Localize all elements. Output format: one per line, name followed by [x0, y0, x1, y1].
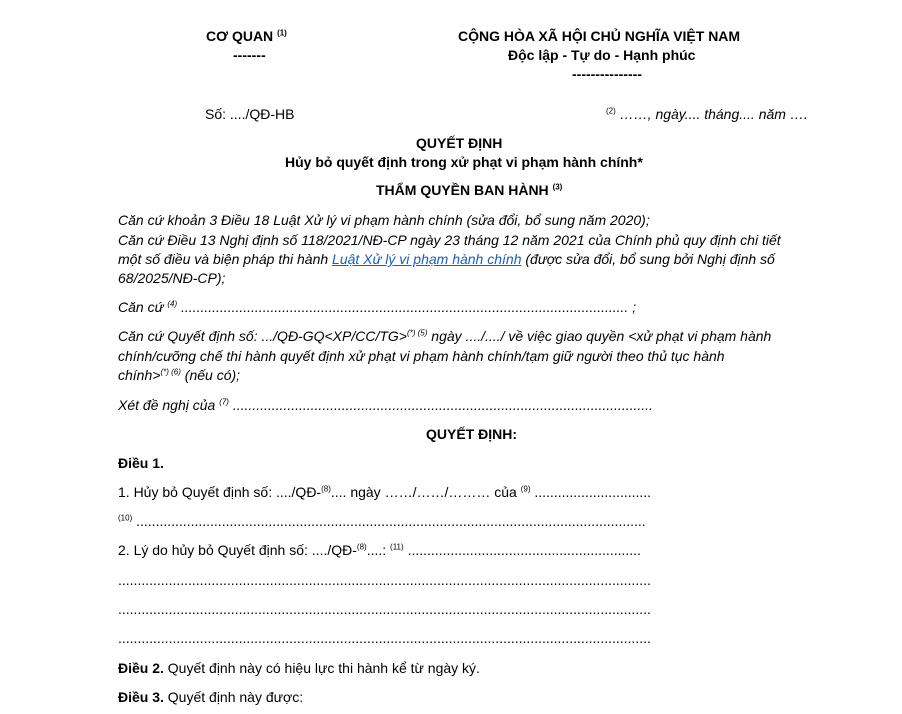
basis-decision-line-1: Căn cứ Quyết định số: .../QĐ-GQ<XP/CC/TG>$^{(*) (5)}$ ngày ..../..../ về việc giao quyền <xử phạt vi phạm hành	[118, 328, 772, 344]
nation-title: CỘNG HÒA XÃ HỘI CHỦ NGHĨA VIỆT NAM	[458, 28, 741, 44]
issuing-authority: THẨM QUYỀN BAN HÀNH $^{(3)}$	[376, 182, 563, 198]
article-1-label: Điều 1.	[118, 455, 164, 471]
decision-heading: QUYẾT ĐỊNH:	[426, 426, 517, 442]
basis-decision-line-2: chính/cưỡng chế thi hành quyết định xử phạt vi phạm hành chính/tạm giữ người theo thủ tục hành	[118, 348, 725, 364]
basis-line-1: Căn cứ khoản 3 Điều 18 Luật Xử lý vi phạm hành chính (sửa đổi, bổ sung năm 2020);	[118, 212, 650, 228]
law-link[interactable]: Luật Xử lý vi phạm hành chính	[332, 251, 522, 267]
basis-line-4: 68/2025/NĐ-CP);	[118, 270, 226, 286]
reason-dotted-line-1: .........................................................................................................................................	[118, 572, 651, 588]
basis-proposal: Xét đề nghị của $^{(7)}$ ............................................................................................................	[118, 397, 653, 413]
reason-dotted-line-2: .........................................................................................................................................	[118, 601, 651, 617]
article-1-item-1-continued: $^{(10)}$ ...................................................................................................................................	[118, 513, 646, 529]
article-1-item-2: 2. Lý do hủy bỏ Quyết định số: ..../QĐ-$^{(8)}$....: $^{(11)}$ ............................................................	[118, 542, 641, 558]
motto-rule: ---------------	[572, 66, 642, 82]
article-3: Điều 3. Quyết định này được:	[118, 689, 304, 705]
decision-title: QUYẾT ĐỊNH	[416, 135, 503, 151]
basis-can-cu: Căn cứ $^{(4)}$ ................................................................................................................... ;	[118, 299, 637, 315]
article-2: Điều 2. Quyết định này có hiệu lực thi hành kể từ ngày ký.	[118, 660, 480, 676]
decision-subtitle: Hủy bỏ quyết định trong xử phạt vi phạm hành chính*	[285, 154, 643, 170]
motto: Độc lập - Tự do - Hạnh phúc	[508, 47, 696, 63]
article-1-item-1: 1. Hủy bỏ Quyết định số: ..../QĐ-$^{(8)}$.... ngày ……/……/……… của $^{(9)}$ ..............................	[118, 484, 652, 500]
reason-dotted-line-3: .........................................................................................................................................	[118, 630, 651, 646]
agency-rule: -------	[233, 47, 266, 63]
basis-line-3: một số điều và biện pháp thi hành Luật Xử lý vi phạm hành chính (được sửa đổi, bổ sung bởi Nghị định số	[118, 251, 775, 267]
basis-line-2: Căn cứ Điều 13 Nghị định số 118/2021/NĐ-CP ngày 23 tháng 12 năm 2021 của Chính phủ quy định chi tiết	[118, 232, 781, 248]
place-date: $^{(2)}$ ……, ngày.... tháng.... năm ….	[606, 106, 808, 122]
basis-decision-line-3: chính>$^{(*) (6)}$ (nếu có);	[118, 367, 241, 383]
agency-name: CƠ QUAN $^{(1)}$	[206, 28, 287, 44]
document-number: Số: ..../QĐ-HB	[205, 106, 295, 122]
